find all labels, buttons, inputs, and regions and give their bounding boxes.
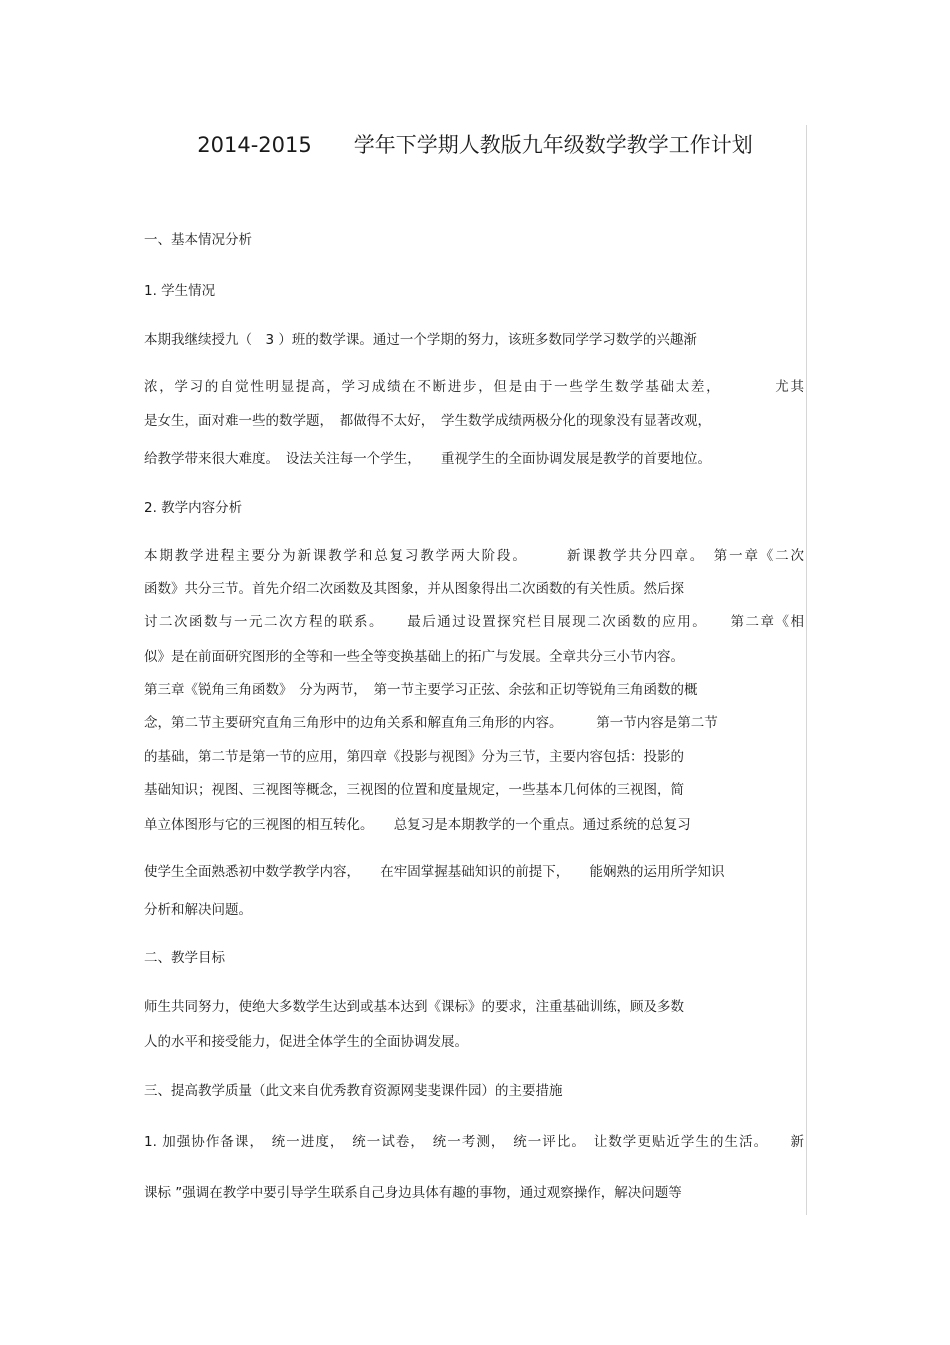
paragraph-line: 分析和解决问题。 <box>144 902 252 918</box>
paragraph-line: 基础知识；视图、三视图等概念，三视图的位置和度量规定，一些基本几何体的三视图，简 <box>144 782 684 798</box>
subheading-student-situation: 1. 学生情况 <box>144 283 216 299</box>
paragraph-line: 使学生全面熟悉初中数学教学内容， 在牢固掌握基础知识的前提下， 能娴熟的运用所学知识 <box>144 864 725 880</box>
paragraph-line: 课标 ”强调在教学中要引导学生联系自己身边具体有趣的事物，通过观察操作，解决问题等 <box>144 1185 682 1201</box>
page-right-border <box>806 125 807 1215</box>
section-heading-basic-analysis: 一、基本情况分析 <box>144 232 252 248</box>
paragraph-line: 的基础，第二节是第一节的应用，第四章《投影与视图》分为三节，主要内容包括：投影的 <box>144 749 684 765</box>
paragraph-line: 讨二次函数与一元二次方程的联系。 最后通过设置探究栏目展现二次函数的应用。 第二章《相 <box>144 614 804 630</box>
paragraph-line: 给教学带来很大难度。 设法关注每一个学生， 重视学生的全面协调发展是教学的首要地位。 <box>144 451 711 467</box>
paragraph-line: 人的水平和接受能力，促进全体学生的全面协调发展。 <box>144 1034 468 1050</box>
paragraph-line: 单立体图形与它的三视图的相互转化。 总复习是本期教学的一个重点。通过系统的总复习 <box>144 817 691 833</box>
paragraph-line: 本期我继续授九（ 3 ）班的数学课。通过一个学期的努力，该班多数同学学习数学的兴趣渐 <box>144 332 697 348</box>
document-title: 2014-2015 学年下学期人教版九年级数学教学工作计划 <box>197 133 753 157</box>
paragraph-line: 师生共同努力，使绝大多数学生达到或基本达到《课标》的要求，注重基础训练，顾及多数 <box>144 999 684 1015</box>
paragraph-line: 第三章《锐角三角函数》 分为两节， 第一节主要学习正弦、余弦和正切等锐角三角函数的概 <box>144 682 698 698</box>
paragraph-line: 函数》共分三节。首先介绍二次函数及其图象，并从图象得出二次函数的有关性质。然后探 <box>144 581 684 597</box>
section-heading-measures: 三、提高教学质量（此文来自优秀教育资源网斐斐课件园）的主要措施 <box>144 1083 563 1099</box>
paragraph-line: 1. 加强协作备课， 统一进度， 统一试卷， 统一考测， 统一评比。 让数学更贴近学生的生活。 新 <box>144 1134 804 1150</box>
paragraph-line: 本期教学进程主要分为新课教学和总复习教学两大阶段。 新课教学共分四章。 第一章《二次 <box>144 548 804 564</box>
subheading-content-analysis: 2. 教学内容分析 <box>144 500 243 516</box>
section-heading-teaching-goals: 二、教学目标 <box>144 950 225 966</box>
paragraph-line: 是女生，面对难一些的数学题， 都做得不太好， 学生数学成绩两极分化的现象没有显著改观， <box>144 413 711 429</box>
paragraph-line: 浓，学习的自觉性明显提高，学习成绩在不断进步，但是由于一些学生数学基础太差， 尤其 <box>144 379 804 395</box>
paragraph-line: 似》是在前面研究图形的全等和一些全等变换基础上的拓广与发展。全章共分三小节内容。 <box>144 649 684 665</box>
paragraph-line: 念，第二节主要研究直角三角形中的边角关系和解直角三角形的内容。 第一节内容是第二节 <box>144 715 718 731</box>
